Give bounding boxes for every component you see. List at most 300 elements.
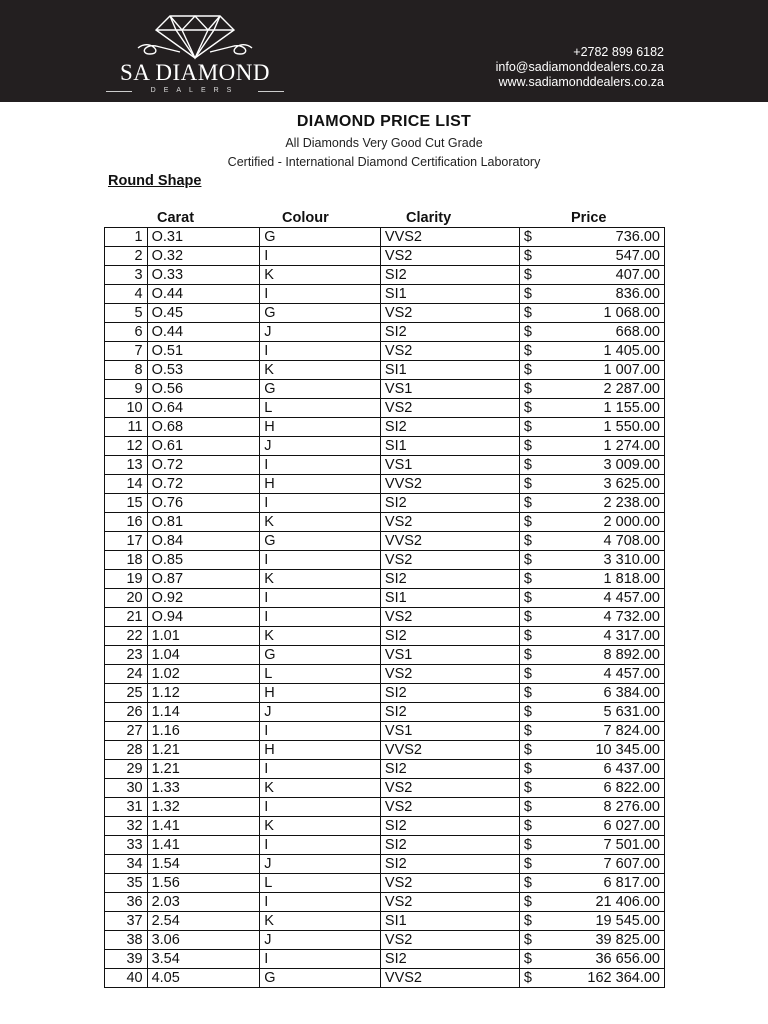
- carat-cell: 1.33: [147, 779, 260, 798]
- price-cell: [519, 380, 664, 399]
- carat-cell: O.92: [147, 589, 260, 608]
- carat-cell: 1.16: [147, 722, 260, 741]
- currency-symbol: $: [523, 571, 532, 587]
- brand-name: SA DIAMOND: [119, 60, 271, 85]
- price-cell: [519, 247, 664, 266]
- clarity-cell: VVS2: [380, 475, 519, 494]
- price-cell: [519, 418, 664, 437]
- row-number: 18: [105, 551, 148, 570]
- currency-symbol: $: [523, 666, 532, 682]
- clarity-cell: VS2: [380, 665, 519, 684]
- clarity-cell: SI2: [380, 817, 519, 836]
- row-number: 37: [105, 912, 148, 931]
- price-value: 6 384.00: [603, 685, 660, 701]
- clarity-cell: VVS2: [380, 228, 519, 247]
- currency-symbol: $: [523, 476, 532, 492]
- divider: [258, 91, 284, 92]
- price-cell: [519, 646, 664, 665]
- colour-cell: K: [260, 570, 381, 589]
- price-cell: [519, 570, 664, 589]
- row-number: 4: [105, 285, 148, 304]
- colour-cell: G: [260, 228, 381, 247]
- clarity-cell: SI2: [380, 266, 519, 285]
- row-number: 19: [105, 570, 148, 589]
- table-row: [105, 798, 665, 817]
- carat-cell: O.68: [147, 418, 260, 437]
- clarity-cell: SI1: [380, 589, 519, 608]
- row-number: 38: [105, 931, 148, 950]
- colour-cell: I: [260, 760, 381, 779]
- colour-cell: I: [260, 456, 381, 475]
- clarity-cell: SI2: [380, 684, 519, 703]
- colour-cell: I: [260, 494, 381, 513]
- price-value: 1 274.00: [603, 438, 660, 454]
- currency-symbol: $: [523, 514, 532, 530]
- contact-phone: +2782 899 6182: [573, 45, 664, 59]
- colour-cell: J: [260, 323, 381, 342]
- currency-symbol: $: [523, 856, 532, 872]
- row-number: 32: [105, 817, 148, 836]
- clarity-cell: SI2: [380, 950, 519, 969]
- carat-cell: 3.54: [147, 950, 260, 969]
- page-header: [0, 0, 768, 102]
- currency-symbol: $: [523, 628, 532, 644]
- currency-symbol: $: [523, 400, 532, 416]
- currency-symbol: $: [523, 704, 532, 720]
- table-row: [105, 627, 665, 646]
- price-value: 4 457.00: [603, 666, 660, 682]
- colour-cell: I: [260, 893, 381, 912]
- colour-cell: K: [260, 266, 381, 285]
- row-number: 34: [105, 855, 148, 874]
- currency-symbol: $: [523, 457, 532, 473]
- price-cell: [519, 589, 664, 608]
- price-value: 4 732.00: [603, 609, 660, 625]
- price-cell: [519, 874, 664, 893]
- clarity-cell: SI2: [380, 570, 519, 589]
- carat-cell: O.94: [147, 608, 260, 627]
- row-number: 3: [105, 266, 148, 285]
- price-value: 8 892.00: [603, 647, 660, 663]
- row-number: 5: [105, 304, 148, 323]
- table-row: [105, 779, 665, 798]
- clarity-cell: VVS2: [380, 969, 519, 988]
- colour-cell: J: [260, 437, 381, 456]
- price-cell: [519, 285, 664, 304]
- colour-cell: H: [260, 684, 381, 703]
- colour-cell: I: [260, 798, 381, 817]
- price-cell: [519, 684, 664, 703]
- carat-cell: O.72: [147, 456, 260, 475]
- currency-symbol: $: [523, 609, 532, 625]
- row-number: 33: [105, 836, 148, 855]
- subtitle-certification: Certified - International Diamond Certification Laboratory: [227, 155, 541, 169]
- currency-symbol: $: [523, 495, 532, 511]
- colour-cell: I: [260, 247, 381, 266]
- contact-block: [496, 45, 664, 90]
- price-cell: [519, 931, 664, 950]
- colour-cell: I: [260, 950, 381, 969]
- carat-cell: O.44: [147, 285, 260, 304]
- row-number: 22: [105, 627, 148, 646]
- row-number: 8: [105, 361, 148, 380]
- colour-cell: K: [260, 779, 381, 798]
- table-row: [105, 817, 665, 836]
- clarity-cell: VS1: [380, 646, 519, 665]
- colour-cell: H: [260, 741, 381, 760]
- price-value: 39 825.00: [595, 932, 660, 948]
- price-value: 3 009.00: [603, 457, 660, 473]
- currency-symbol: $: [523, 837, 532, 853]
- colour-cell: J: [260, 703, 381, 722]
- price-value: 4 457.00: [603, 590, 660, 606]
- clarity-cell: VS1: [380, 380, 519, 399]
- table-row: [105, 684, 665, 703]
- currency-symbol: $: [523, 685, 532, 701]
- price-cell: [519, 893, 664, 912]
- carat-cell: 2.54: [147, 912, 260, 931]
- clarity-cell: VS2: [380, 551, 519, 570]
- clarity-cell: SI2: [380, 418, 519, 437]
- price-cell: [519, 456, 664, 475]
- currency-symbol: $: [523, 970, 532, 986]
- clarity-cell: VS2: [380, 931, 519, 950]
- price-value: 10 345.00: [595, 742, 660, 758]
- table-row: [105, 323, 665, 342]
- clarity-cell: VS2: [380, 304, 519, 323]
- carat-cell: O.76: [147, 494, 260, 513]
- price-cell: [519, 475, 664, 494]
- price-cell: [519, 266, 664, 285]
- carat-cell: 1.56: [147, 874, 260, 893]
- price-value: 7 607.00: [603, 856, 660, 872]
- price-value: 407.00: [615, 267, 660, 283]
- table-row: [105, 912, 665, 931]
- price-cell: [519, 608, 664, 627]
- table-row: [105, 475, 665, 494]
- table-row: [105, 418, 665, 437]
- currency-symbol: $: [523, 932, 532, 948]
- table-row: [105, 342, 665, 361]
- carat-cell: O.51: [147, 342, 260, 361]
- price-cell: [519, 969, 664, 988]
- currency-symbol: $: [523, 761, 532, 777]
- colour-cell: K: [260, 817, 381, 836]
- carat-cell: O.84: [147, 532, 260, 551]
- currency-symbol: $: [523, 552, 532, 568]
- carat-cell: 1.54: [147, 855, 260, 874]
- colour-cell: I: [260, 342, 381, 361]
- subtitle-cut-grade: All Diamonds Very Good Cut Grade: [285, 136, 483, 150]
- colour-cell: K: [260, 912, 381, 931]
- price-value: 6 822.00: [603, 780, 660, 796]
- table-row: [105, 836, 665, 855]
- price-value: 4 317.00: [603, 628, 660, 644]
- currency-symbol: $: [523, 248, 532, 264]
- currency-symbol: $: [523, 381, 532, 397]
- colour-cell: K: [260, 627, 381, 646]
- row-number: 39: [105, 950, 148, 969]
- price-cell: [519, 665, 664, 684]
- row-number: 26: [105, 703, 148, 722]
- table-row: [105, 703, 665, 722]
- price-value: 2 238.00: [603, 495, 660, 511]
- carat-cell: 1.12: [147, 684, 260, 703]
- table-row: [105, 874, 665, 893]
- carat-cell: O.85: [147, 551, 260, 570]
- price-table: [104, 227, 665, 988]
- column-header-carat: Carat: [157, 210, 195, 226]
- row-number: 6: [105, 323, 148, 342]
- row-number: 17: [105, 532, 148, 551]
- colour-cell: I: [260, 589, 381, 608]
- clarity-cell: VS1: [380, 456, 519, 475]
- column-header-clarity: Clarity: [406, 210, 452, 226]
- price-value: 21 406.00: [595, 894, 660, 910]
- price-value: 19 545.00: [595, 913, 660, 929]
- price-value: 6 817.00: [603, 875, 660, 891]
- carat-cell: O.53: [147, 361, 260, 380]
- contact-website[interactable]: www.sadiamonddealers.co.za: [498, 75, 664, 89]
- currency-symbol: $: [523, 267, 532, 283]
- price-cell: [519, 836, 664, 855]
- carat-cell: 1.21: [147, 760, 260, 779]
- currency-symbol: $: [523, 818, 532, 834]
- row-number: 14: [105, 475, 148, 494]
- price-cell: [519, 304, 664, 323]
- currency-symbol: $: [523, 647, 532, 663]
- price-value: 7 824.00: [603, 723, 660, 739]
- currency-symbol: $: [523, 229, 532, 245]
- clarity-cell: SI2: [380, 703, 519, 722]
- carat-cell: 1.14: [147, 703, 260, 722]
- carat-cell: 1.02: [147, 665, 260, 684]
- colour-cell: G: [260, 969, 381, 988]
- clarity-cell: VS2: [380, 608, 519, 627]
- price-cell: [519, 760, 664, 779]
- row-number: 15: [105, 494, 148, 513]
- clarity-cell: SI1: [380, 361, 519, 380]
- row-number: 12: [105, 437, 148, 456]
- price-value: 736.00: [615, 229, 660, 245]
- price-cell: [519, 950, 664, 969]
- price-value: 162 364.00: [587, 970, 660, 986]
- currency-symbol: $: [523, 799, 532, 815]
- clarity-cell: VS2: [380, 513, 519, 532]
- currency-symbol: $: [523, 590, 532, 606]
- colour-cell: G: [260, 532, 381, 551]
- clarity-cell: SI2: [380, 494, 519, 513]
- clarity-cell: VVS2: [380, 532, 519, 551]
- clarity-cell: VS1: [380, 722, 519, 741]
- carat-cell: 1.41: [147, 817, 260, 836]
- carat-cell: 1.01: [147, 627, 260, 646]
- colour-cell: H: [260, 418, 381, 437]
- colour-cell: K: [260, 361, 381, 380]
- row-number: 21: [105, 608, 148, 627]
- price-value: 836.00: [615, 286, 660, 302]
- currency-symbol: $: [523, 438, 532, 454]
- price-value: 3 310.00: [603, 552, 660, 568]
- table-row: [105, 361, 665, 380]
- price-value: 1 550.00: [603, 419, 660, 435]
- table-row: [105, 722, 665, 741]
- clarity-cell: VS2: [380, 342, 519, 361]
- clarity-cell: VS2: [380, 798, 519, 817]
- price-value: 2 000.00: [603, 514, 660, 530]
- colour-cell: I: [260, 722, 381, 741]
- currency-symbol: $: [523, 742, 532, 758]
- colour-cell: K: [260, 513, 381, 532]
- row-number: 7: [105, 342, 148, 361]
- clarity-cell: SI1: [380, 437, 519, 456]
- carat-cell: O.31: [147, 228, 260, 247]
- table-row: [105, 380, 665, 399]
- row-number: 31: [105, 798, 148, 817]
- price-value: 547.00: [615, 248, 660, 264]
- price-value: 6 027.00: [603, 818, 660, 834]
- price-value: 8 276.00: [603, 799, 660, 815]
- table-row: [105, 950, 665, 969]
- colour-cell: L: [260, 874, 381, 893]
- colour-cell: I: [260, 285, 381, 304]
- row-number: 36: [105, 893, 148, 912]
- carat-cell: O.32: [147, 247, 260, 266]
- price-value: 1 818.00: [603, 571, 660, 587]
- table-row: [105, 304, 665, 323]
- price-value: 1 155.00: [603, 400, 660, 416]
- carat-cell: 1.32: [147, 798, 260, 817]
- carat-cell: 1.21: [147, 741, 260, 760]
- table-row: [105, 969, 665, 988]
- price-cell: [519, 323, 664, 342]
- clarity-cell: SI2: [380, 323, 519, 342]
- colour-cell: L: [260, 665, 381, 684]
- table-row: [105, 931, 665, 950]
- colour-cell: H: [260, 475, 381, 494]
- table-row: [105, 570, 665, 589]
- carat-cell: O.33: [147, 266, 260, 285]
- price-value: 1 068.00: [603, 305, 660, 321]
- row-number: 30: [105, 779, 148, 798]
- table-row: [105, 855, 665, 874]
- clarity-cell: VS2: [380, 247, 519, 266]
- price-cell: [519, 912, 664, 931]
- currency-symbol: $: [523, 875, 532, 891]
- table-row: [105, 285, 665, 304]
- currency-symbol: $: [523, 894, 532, 910]
- colour-cell: L: [260, 399, 381, 418]
- price-cell: [519, 437, 664, 456]
- row-number: 29: [105, 760, 148, 779]
- row-number: 35: [105, 874, 148, 893]
- carat-cell: O.61: [147, 437, 260, 456]
- table-row: [105, 608, 665, 627]
- currency-symbol: $: [523, 913, 532, 929]
- column-header-price: Price: [571, 210, 607, 226]
- price-value: 1 405.00: [603, 343, 660, 359]
- carat-cell: 2.03: [147, 893, 260, 912]
- currency-symbol: $: [523, 723, 532, 739]
- carat-cell: O.64: [147, 399, 260, 418]
- clarity-cell: SI2: [380, 855, 519, 874]
- row-number: 25: [105, 684, 148, 703]
- carat-cell: O.44: [147, 323, 260, 342]
- price-cell: [519, 342, 664, 361]
- currency-symbol: $: [523, 324, 532, 340]
- table-row: [105, 247, 665, 266]
- carat-cell: O.56: [147, 380, 260, 399]
- brand-logo: [100, 8, 290, 96]
- clarity-cell: VS2: [380, 779, 519, 798]
- brand-subtitle: DEALERS: [150, 87, 240, 94]
- table-row: [105, 741, 665, 760]
- colour-cell: J: [260, 855, 381, 874]
- price-cell: [519, 798, 664, 817]
- table-row: [105, 532, 665, 551]
- row-number: 40: [105, 969, 148, 988]
- clarity-cell: VVS2: [380, 741, 519, 760]
- price-value: 6 437.00: [603, 761, 660, 777]
- row-number: 11: [105, 418, 148, 437]
- currency-symbol: $: [523, 780, 532, 796]
- colour-cell: G: [260, 380, 381, 399]
- price-value: 1 007.00: [603, 362, 660, 378]
- contact-email[interactable]: info@sadiamonddealers.co.za: [495, 60, 664, 74]
- colour-cell: J: [260, 931, 381, 950]
- price-cell: [519, 703, 664, 722]
- column-header-colour: Colour: [282, 210, 329, 226]
- price-cell: [519, 855, 664, 874]
- price-value: 36 656.00: [595, 951, 660, 967]
- carat-cell: O.45: [147, 304, 260, 323]
- carat-cell: O.72: [147, 475, 260, 494]
- row-number: 27: [105, 722, 148, 741]
- carat-cell: 1.04: [147, 646, 260, 665]
- price-cell: [519, 399, 664, 418]
- currency-symbol: $: [523, 419, 532, 435]
- currency-symbol: $: [523, 533, 532, 549]
- price-value: 7 501.00: [603, 837, 660, 853]
- table-row: [105, 494, 665, 513]
- clarity-cell: SI2: [380, 760, 519, 779]
- price-cell: [519, 513, 664, 532]
- price-cell: [519, 722, 664, 741]
- clarity-cell: SI1: [380, 912, 519, 931]
- table-row: [105, 437, 665, 456]
- price-cell: [519, 627, 664, 646]
- colour-cell: G: [260, 304, 381, 323]
- table-row: [105, 228, 665, 247]
- currency-symbol: $: [523, 343, 532, 359]
- row-number: 28: [105, 741, 148, 760]
- price-cell: [519, 551, 664, 570]
- currency-symbol: $: [523, 286, 532, 302]
- table-row: [105, 589, 665, 608]
- price-cell: [519, 741, 664, 760]
- clarity-cell: SI2: [380, 836, 519, 855]
- colour-cell: I: [260, 608, 381, 627]
- price-cell: [519, 361, 664, 380]
- price-value: 2 287.00: [603, 381, 660, 397]
- row-number: 13: [105, 456, 148, 475]
- price-value: 668.00: [615, 324, 660, 340]
- colour-cell: I: [260, 551, 381, 570]
- row-number: 16: [105, 513, 148, 532]
- row-number: 24: [105, 665, 148, 684]
- price-cell: [519, 228, 664, 247]
- carat-cell: O.87: [147, 570, 260, 589]
